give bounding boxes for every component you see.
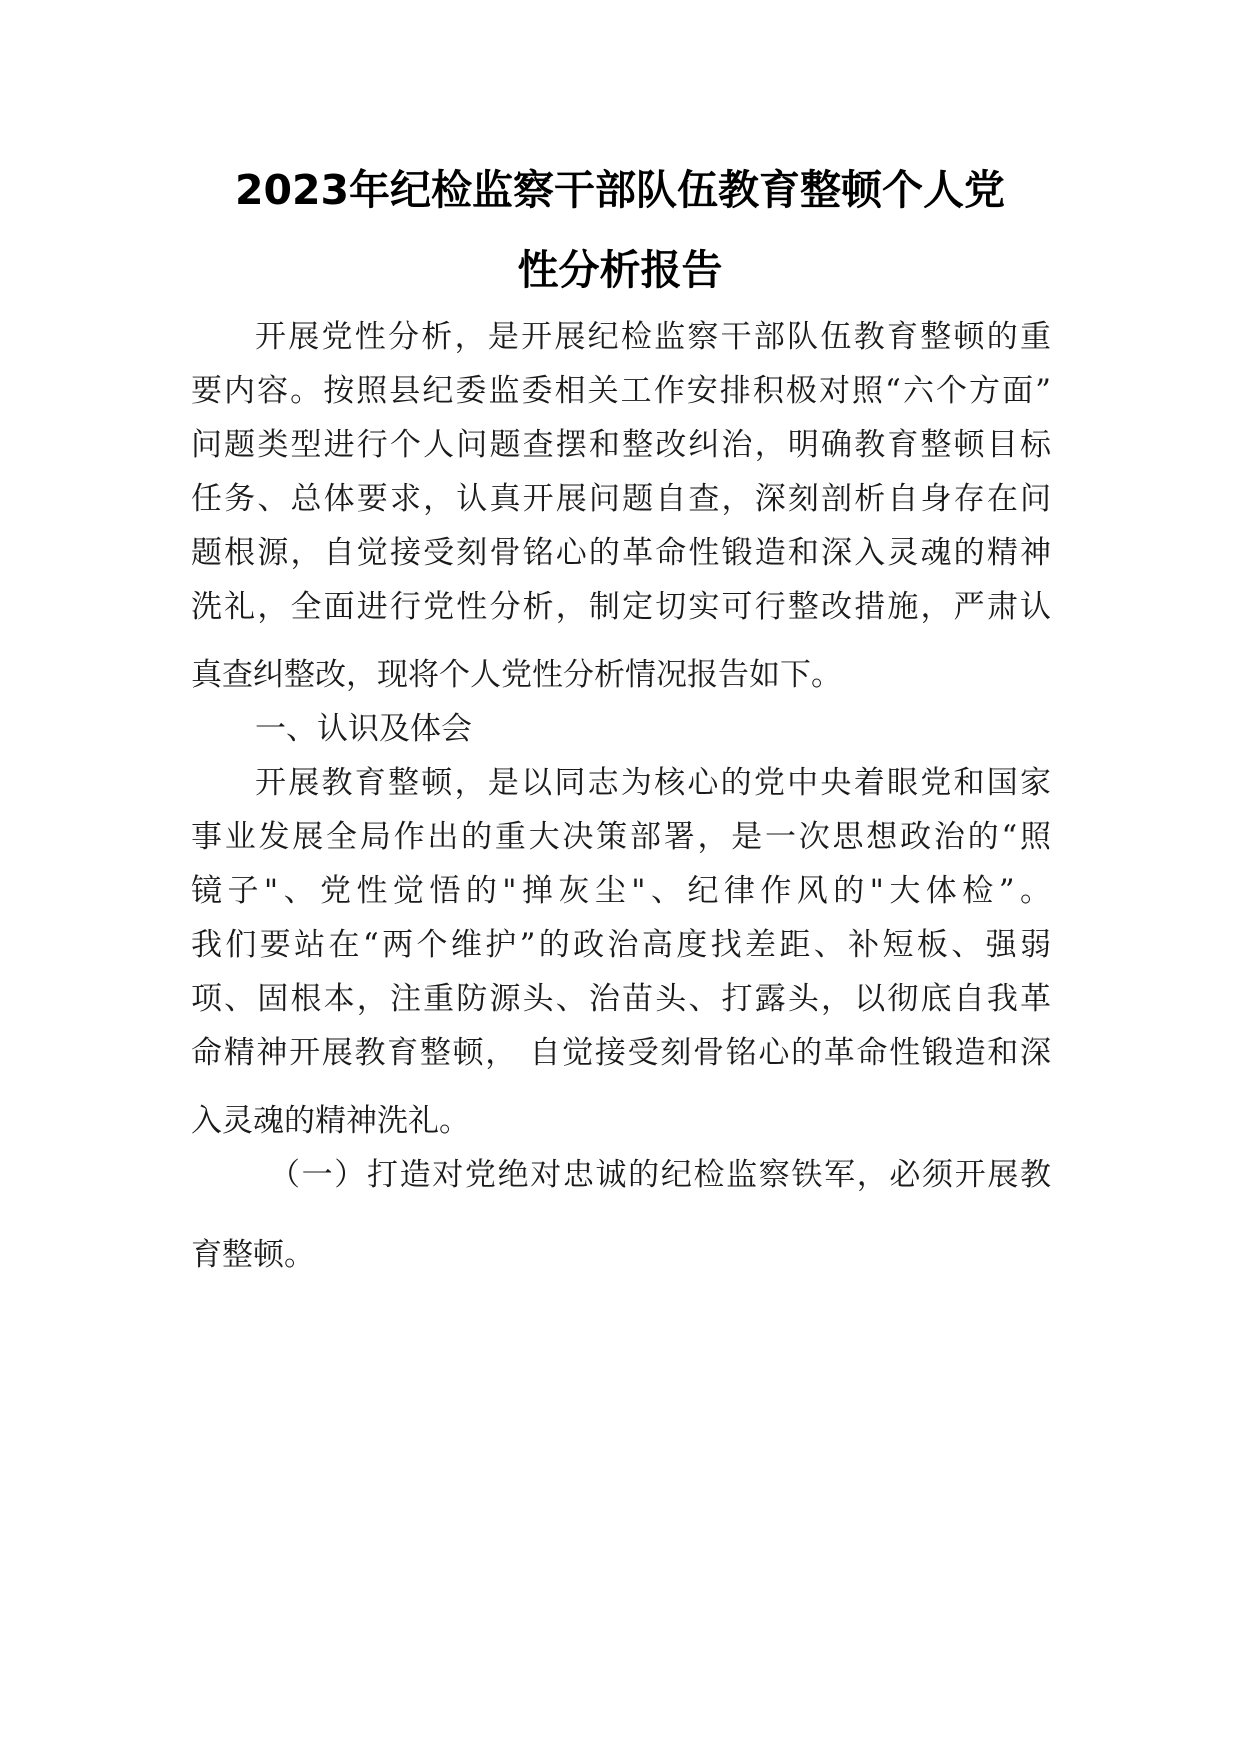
document-body	[191, 310, 1051, 1282]
title-line-2: 性分析报告	[517, 246, 723, 294]
subheading-line: （一）打造对党绝对忠诚的纪检监察铁军，必须开展教	[269, 1157, 1051, 1193]
subheading-line: 育整顿。	[191, 1237, 315, 1273]
paragraph-line: 开展教育整顿，是以同志为核心的党中央着眼党和国家	[255, 765, 1051, 801]
paragraph-intro	[191, 310, 1051, 702]
paragraph-line: 事业发展全局作出的重大决策部署，是一次思想政治的“照	[191, 819, 1051, 855]
paragraph-line: 镜子"、党性觉悟的"掸灰尘"、纪律作风的"大体检”。	[191, 873, 1051, 909]
paragraph-line: 我们要站在“两个维护”的政治高度找差距、补短板、强弱	[191, 927, 1051, 963]
paragraph-line: 问题类型进行个人问题查摆和整改纠治，明确教育整顿目标	[191, 427, 1051, 463]
paragraph-line: 命精神开展教育整顿， 自觉接受刻骨铭心的革命性锻造和深	[191, 1035, 1051, 1071]
paragraph-understanding	[191, 756, 1051, 1148]
paragraph-line: 洗礼，全面进行党性分析，制定切实可行整改措施，严肃认	[191, 589, 1051, 625]
paragraph-line: 要内容。按照县纪委监委相关工作安排积极对照“六个方面”	[191, 373, 1051, 409]
section-heading: 一、认识及体会	[255, 711, 472, 747]
paragraph-line: 开展党性分析，是开展纪检监察干部队伍教育整顿的重	[255, 319, 1051, 355]
title-line-1: 2023年纪检监察干部队伍教育整顿个人党	[234, 166, 1006, 214]
paragraph-line: 入灵魂的精神洗礼。	[191, 1103, 470, 1139]
subsection-heading	[191, 1148, 1051, 1282]
paragraph-line: 真查纠整改，现将个人党性分析情况报告如下。	[191, 657, 842, 693]
document-title	[180, 150, 1060, 310]
paragraph-line: 任务、总体要求，认真开展问题自查，深刻剖析自身存在问	[191, 481, 1051, 517]
paragraph-line: 项、固根本，注重防源头、治苗头、打露头，以彻底自我革	[191, 981, 1051, 1017]
paragraph-line: 题根源，自觉接受刻骨铭心的革命性锻造和深入灵魂的精神	[191, 535, 1051, 571]
